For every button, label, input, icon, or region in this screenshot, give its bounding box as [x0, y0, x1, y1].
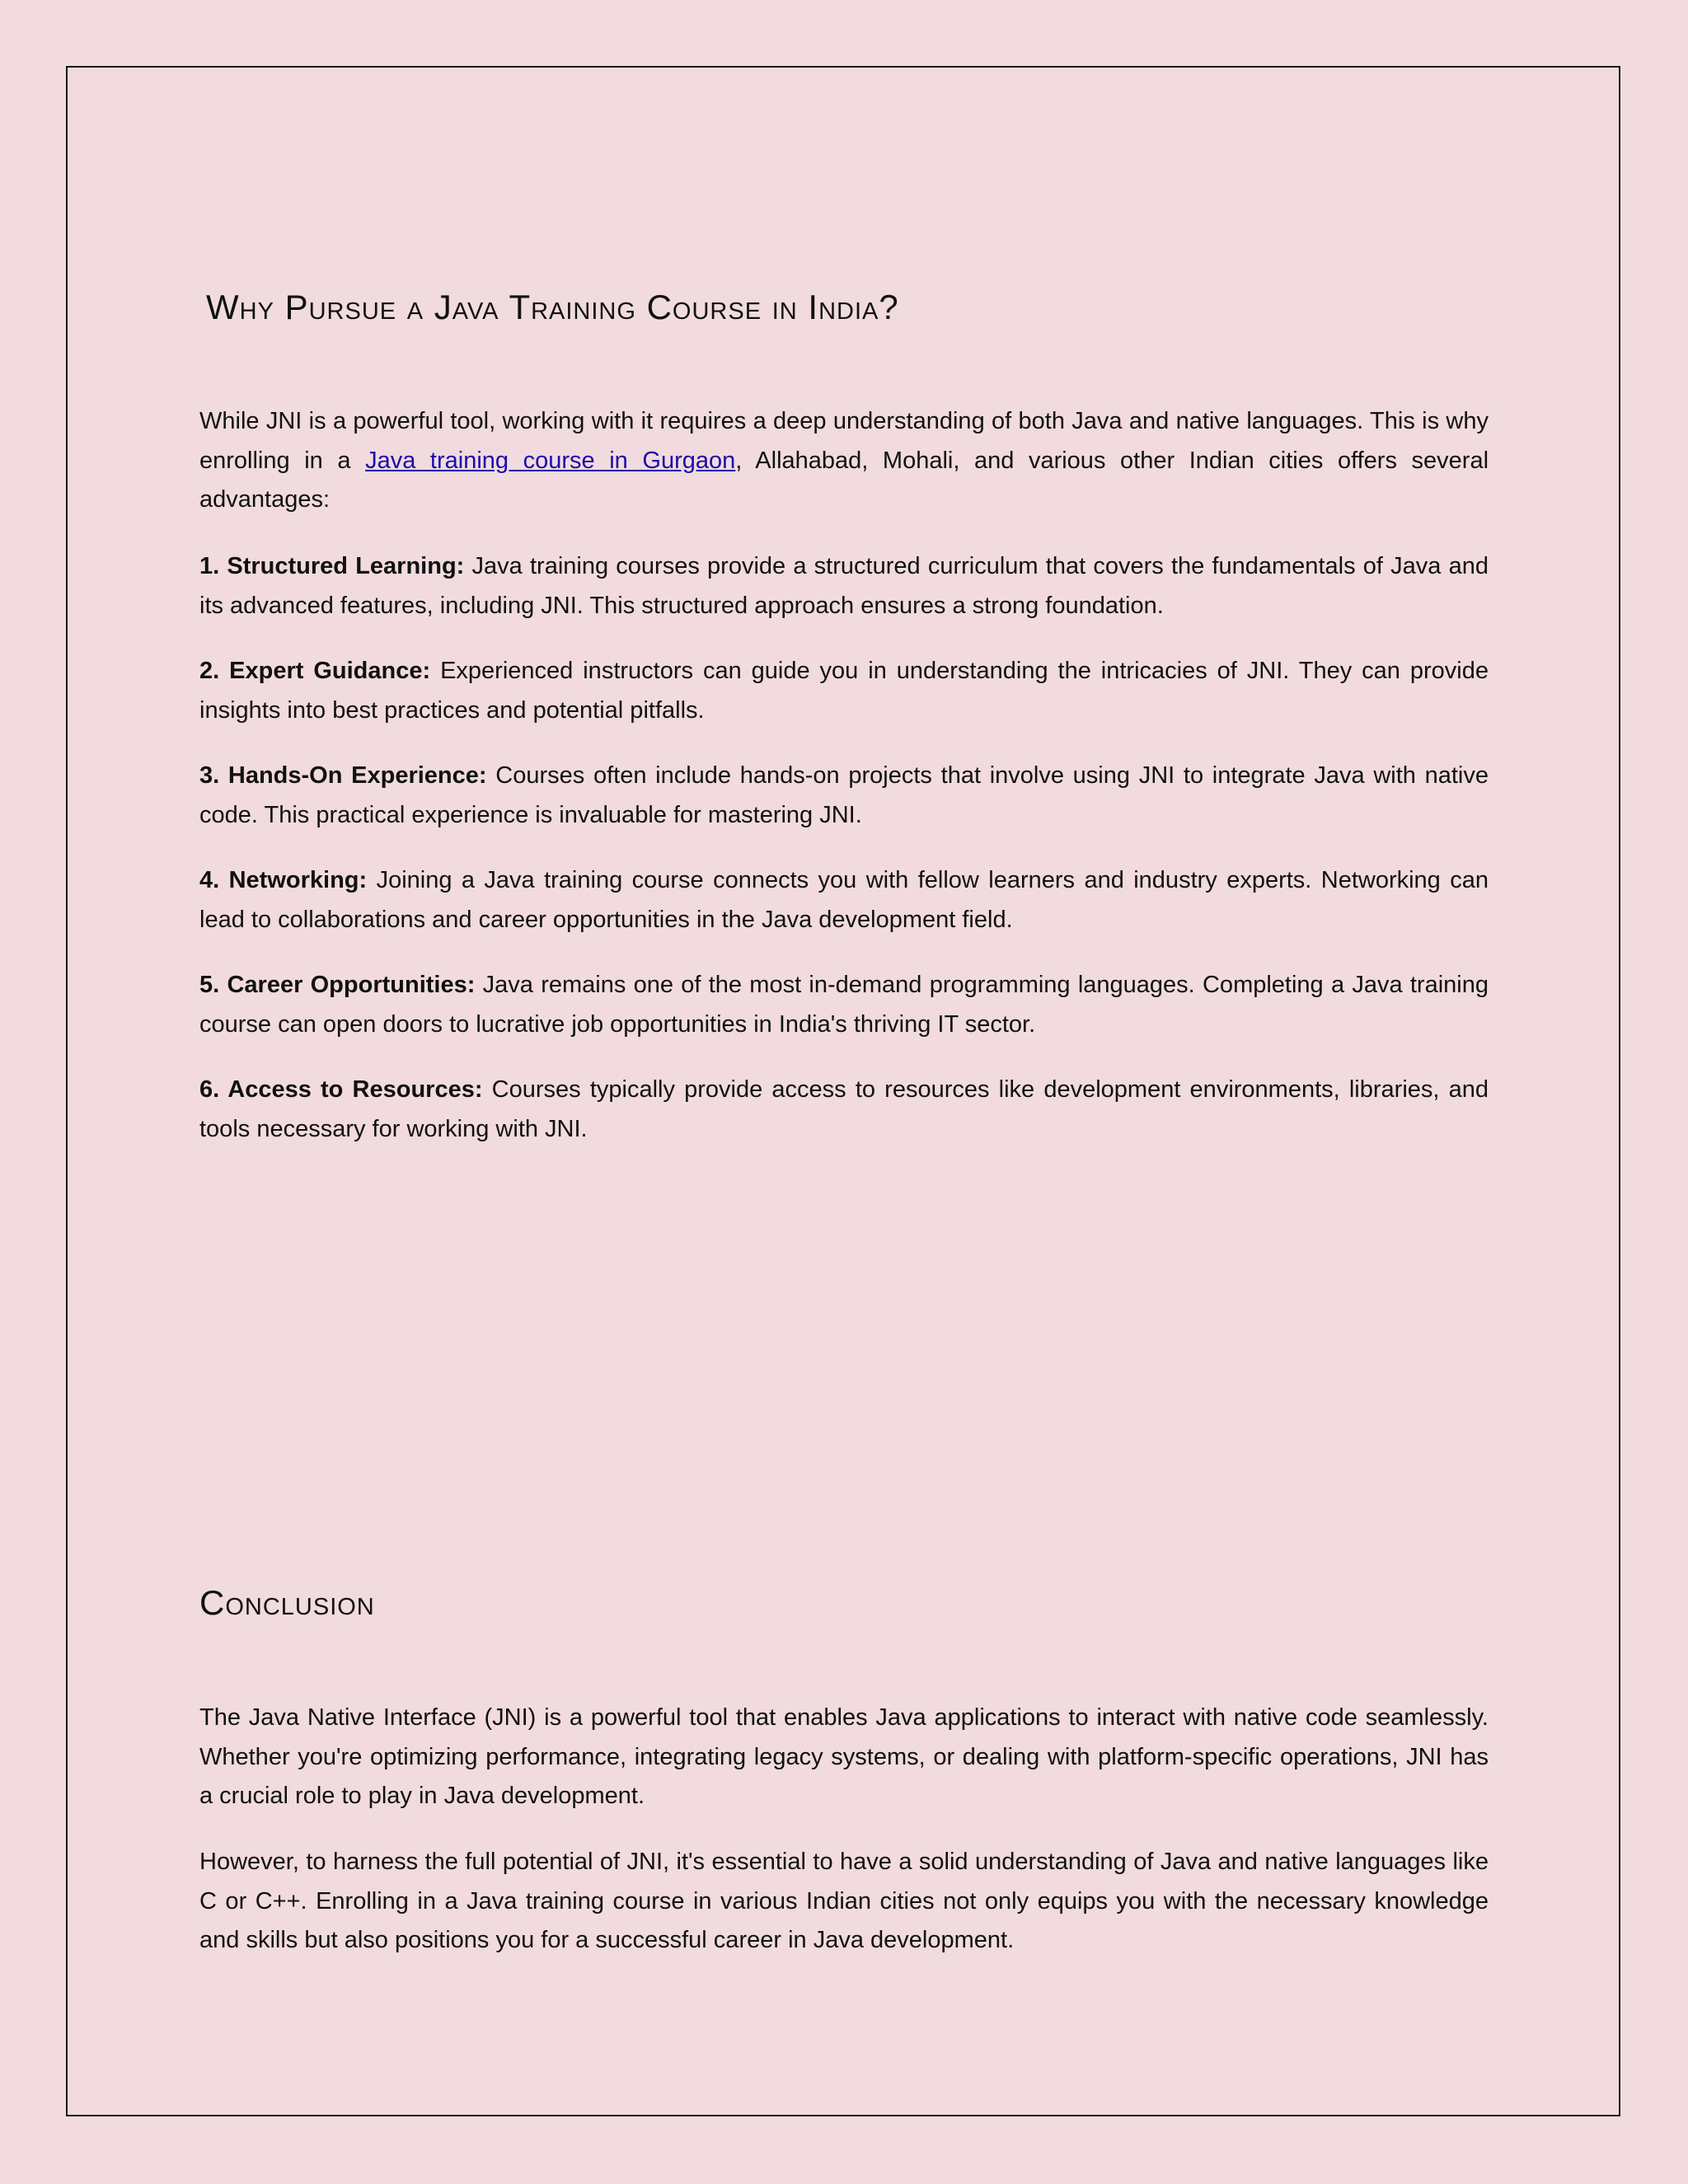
section-heading-conclusion: Conclusion [199, 1583, 375, 1622]
list-item-expert-guidance [199, 652, 1489, 730]
conclusion-paragraph: The Java Native Interface (JNI) is a powerful tool that enables Java applications to interact with native code seamlessly. Whether you're optimizing performance, integrating legacy systems, or dealing with platform-specific operations, JNI has a crucial role to play in Java development. [199, 1704, 1489, 1809]
list-item-text: Experienced instructors can guide you in understanding the intricacies of JNI. They can provide insights into best practices and potential pitfalls. [199, 658, 1489, 724]
list-item-title: 2. Expert Guidance: [199, 658, 431, 684]
list-item-text: Courses often include hands-on projects that involve using JNI to integrate Java with native code. This practical experience is invaluable for mastering JNI. [199, 762, 1489, 828]
list-item-networking [199, 861, 1489, 940]
intro-paragraph [199, 402, 1489, 520]
list-item-text: Joining a Java training course connects you with fellow learners and industry experts. Networking can lead to collaborations and career opportunities in the Java development field. [199, 867, 1489, 933]
section-heading-why-pursue: Why Pursue a Java Training Course in India? [206, 288, 899, 326]
list-item-title: 3. Hands-On Experience: [199, 762, 487, 789]
list-item-career-opportunities [199, 966, 1489, 1044]
list-item-text: Java training courses provide a structured curriculum that covers the fundamentals of Java and its advanced features, including JNI. This structured approach ensures a strong foundation. [199, 553, 1489, 619]
list-item-title: 5. Career Opportunities: [199, 972, 476, 998]
list-item-title: 6. Access to Resources: [199, 1076, 483, 1103]
java-training-gurgaon-link[interactable]: Java training course in Gurgaon [365, 447, 736, 474]
list-item-structured-learning [199, 547, 1489, 626]
list-item-title: 1. Structured Learning: [199, 553, 465, 579]
list-item-access-to-resources [199, 1071, 1489, 1149]
list-item-text: Courses typically provide access to resources like development environments, libraries, and tools necessary for working with JNI. [199, 1076, 1489, 1142]
intro-text-before-link: While JNI is a powerful tool, working with it requires a deep understanding of both Java and native languages. This is why enrolling in a [199, 408, 1489, 474]
list-item-title: 4. Networking: [199, 867, 368, 893]
intro-text-after-link: , Allahabad, Mohali, and various other Indian cities offers several advantages: [199, 447, 1489, 513]
conclusion-paragraph: However, to harness the full potential of JNI, it's essential to have a solid understanding of Java and native languages like C or C++. Enrolling in a Java training course in various Indian cities not only equips you with the necessary knowledge and skills but also positions you for a successful career in Java development. [199, 1849, 1489, 1953]
list-item-hands-on-experience [199, 757, 1489, 835]
list-item-text: Java remains one of the most in-demand programming languages. Completing a Java training course can open doors to lucrative job opportunities in India's thriving IT sector. [199, 972, 1489, 1038]
